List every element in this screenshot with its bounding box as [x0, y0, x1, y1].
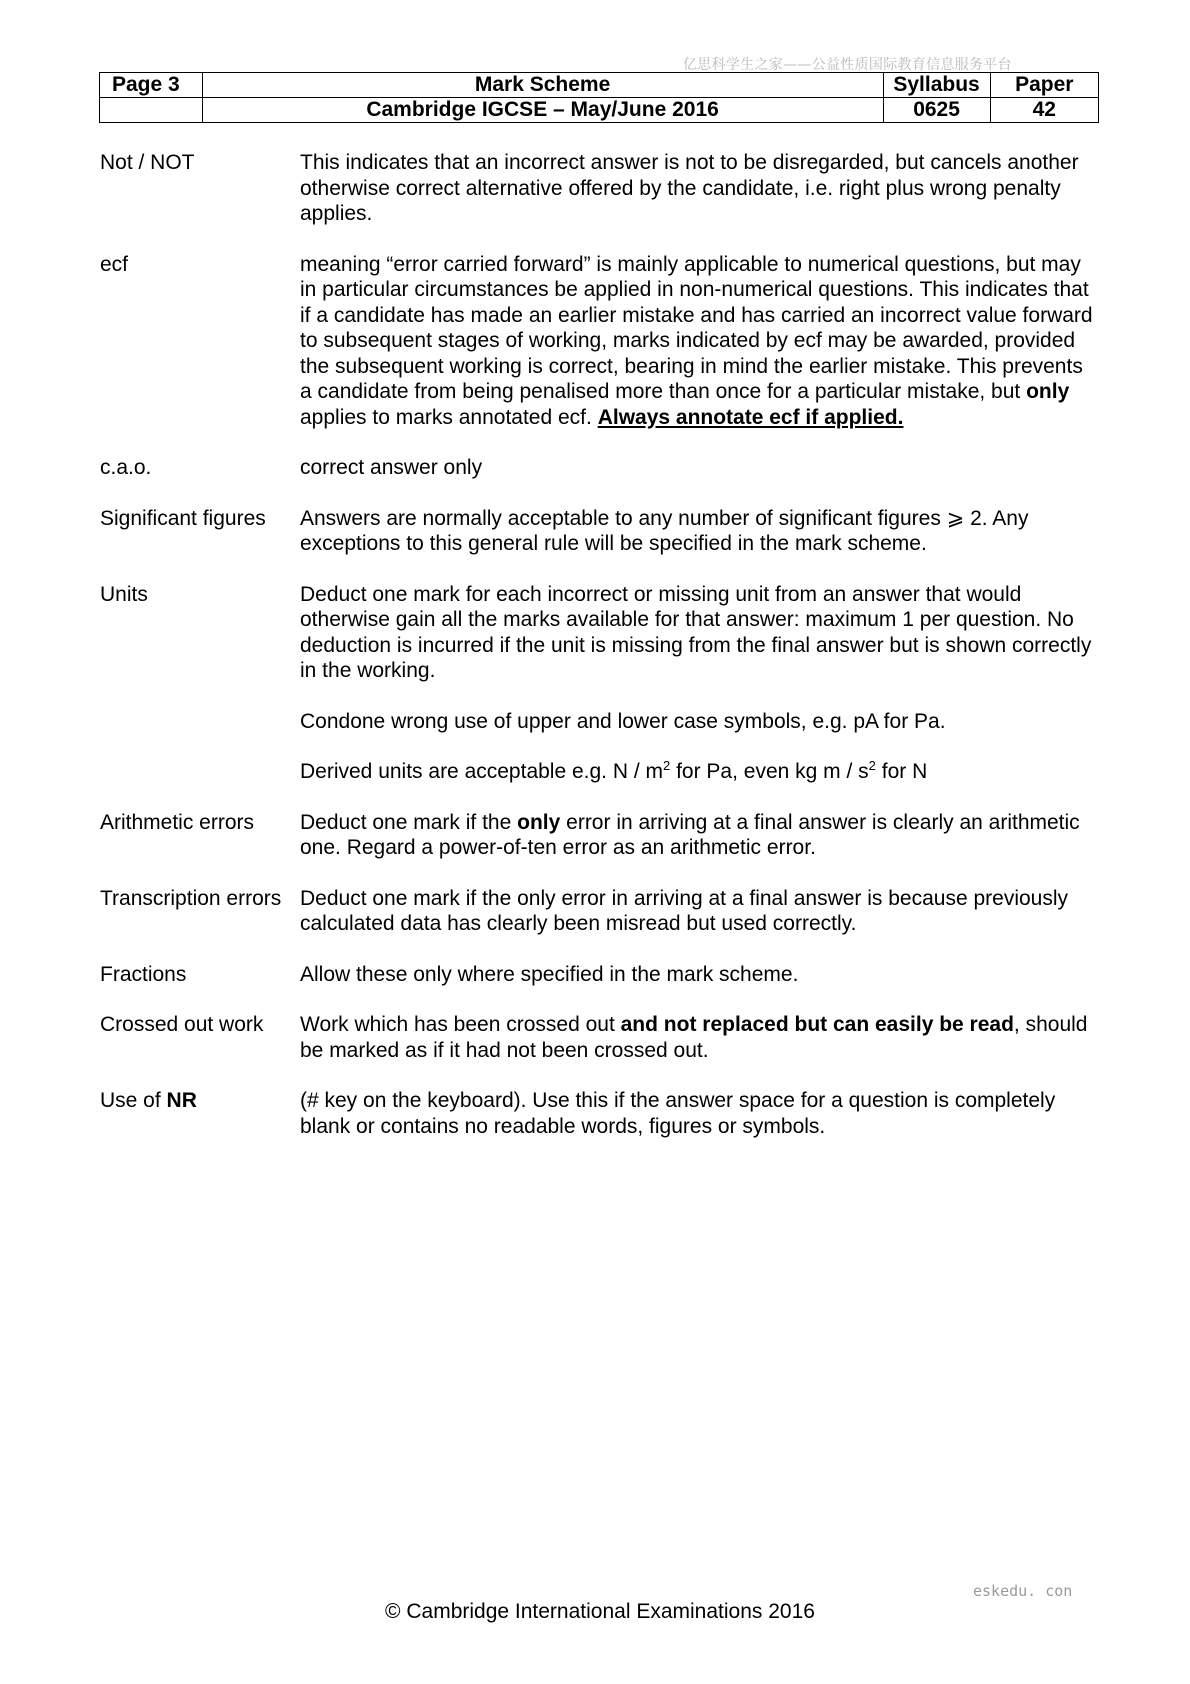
desc-transcription-errors [300, 886, 1100, 937]
term-ecf: ecf [100, 252, 129, 276]
term-fractions: Fractions [100, 962, 187, 986]
entry-ecf [100, 252, 1100, 431]
entry-units [100, 582, 1100, 785]
entry-significant-figures [100, 506, 1100, 557]
page-number: Page 3 [100, 73, 203, 98]
crossed-text1: Work which has been crossed out [300, 1013, 615, 1036]
term-crossed-out-work: Crossed out work [100, 1013, 264, 1036]
term-not: Not / NOT [100, 151, 195, 174]
term-cao: c.a.o. [100, 456, 152, 479]
arith-text1: Deduct one mark if the [300, 810, 512, 834]
desc-not-text: This indicates that an incorrect answer is not to be disregarded, but cancels another otherwise correct alternative offered by the candidate, i.e. right plus wrong penalty applies. [300, 151, 1079, 225]
paper-number: 42 [990, 98, 1099, 123]
superscript: 2 [868, 758, 876, 773]
desc-not [300, 150, 1100, 227]
term-arithmetic-errors: Arithmetic errors [100, 810, 255, 834]
superscript: 2 [663, 758, 671, 773]
syllabus-label: Syllabus [883, 73, 990, 98]
footer-site-text: eskedu. con [973, 1582, 1073, 1600]
desc-trans-text: Deduct one mark if the only error in arriving at a final answer is because previously calculated data has clearly been misread but used correctly. [300, 886, 1069, 935]
nr-term-prefix: Use of [100, 1089, 167, 1112]
entry-crossed-out-work [100, 1012, 1100, 1063]
desc-arith-paragraph [300, 810, 1100, 861]
desc-ecf-underline: Always annotate ecf if applied. [597, 405, 904, 429]
units-p3-part1: Derived units are acceptable e.g. N / m [300, 760, 664, 783]
desc-units [300, 582, 1100, 785]
desc-sigfig-text: Answers are normally acceptable to any number of significant figures ⩾ 2. Any exceptions to this general rule will be specified in the mark scheme. [300, 506, 1029, 555]
desc-units-p2: Condone wrong use of upper and lower case symbols, e.g. pA for Pa. [300, 709, 946, 733]
paper-label: Paper [990, 73, 1099, 98]
desc-ecf [300, 252, 1100, 431]
arith-bold: only [517, 810, 561, 834]
empty-cell [100, 98, 203, 123]
desc-units-p3 [300, 759, 1100, 785]
desc-ecf-paragraph [300, 252, 1100, 431]
desc-crossed-out-work [300, 1012, 1100, 1063]
entry-not [100, 150, 1100, 227]
desc-nr-text: (# key on the keyboard). Use this if the answer space for a question is completely blank or contains no readable words, figures or symbols. [300, 1089, 1056, 1138]
header-row-2 [100, 98, 1099, 123]
units-p3-part2: for Pa, even kg m / s [670, 760, 869, 783]
entry-transcription-errors [100, 886, 1100, 937]
desc-ecf-text1: meaning “error carried forward” is mainly applicable to numerical questions, but may in particular circumstances be applied in non-numerical questions. This indicates that if a candidate has made an earlier mistake and has carried an incorrect value forward to subsequent stages of working, marks indicated by ecf may be awarded, provided the subsequent working is correct, bearing in mind the earlier mistake. This prevents a candidate from being penalised more than once for a particular mistake, but [300, 252, 1093, 403]
watermark-text: 亿思科学生之家——公益性质国际教育信息服务平台 [683, 57, 1012, 73]
document-title: Mark Scheme [202, 73, 883, 98]
crossed-bold: and not replaced but can easily be read [620, 1013, 1014, 1036]
desc-ecf-text2: applies to marks annotated ecf. [300, 405, 592, 429]
term-use-of-nr [100, 1088, 300, 1139]
desc-crossed-paragraph [300, 1012, 1100, 1063]
desc-ecf-bold: only [1026, 380, 1070, 403]
header-row-1 [100, 73, 1099, 98]
term-transcription-errors: Transcription errors [100, 886, 282, 910]
header-table [99, 72, 1099, 123]
arith-text2: error in arriving at a final answer is clearly an arithmetic one. Regard a power-of-ten error as an arithmetic error. [300, 810, 1080, 859]
desc-units-p1: Deduct one mark for each incorrect or missing unit from an answer that would otherwise gain all the marks available for that answer: maximum 1 per question. No deduction is incurred if the unit is missing from the final answer but is shown correctly in the working. [300, 582, 1092, 682]
nr-term-bold: NR [166, 1089, 197, 1112]
term-units: Units [100, 582, 148, 606]
crossed-text2: , should be marked as if it had not been crossed out. [300, 1013, 1088, 1062]
desc-significant-figures [300, 506, 1100, 557]
desc-arithmetic-errors [300, 810, 1100, 861]
entry-cao [100, 455, 1100, 481]
entry-fractions [100, 962, 1100, 988]
desc-fractions-text: Allow these only where specified in the mark scheme. [300, 962, 799, 986]
mark-scheme-definitions [100, 150, 1100, 1164]
units-p3-part3: for N [875, 760, 928, 783]
term-significant-figures: Significant figures [100, 506, 266, 530]
entry-arithmetic-errors [100, 810, 1100, 861]
entry-use-of-nr [100, 1088, 1100, 1139]
desc-fractions [300, 962, 1100, 988]
syllabus-code: 0625 [883, 98, 990, 123]
document-subtitle: Cambridge IGCSE – May/June 2016 [202, 98, 883, 123]
desc-cao-text: correct answer only [300, 456, 483, 479]
desc-cao [300, 455, 1100, 481]
desc-use-of-nr [300, 1088, 1100, 1139]
footer-copyright: © Cambridge International Examinations 2016 [385, 1600, 815, 1623]
